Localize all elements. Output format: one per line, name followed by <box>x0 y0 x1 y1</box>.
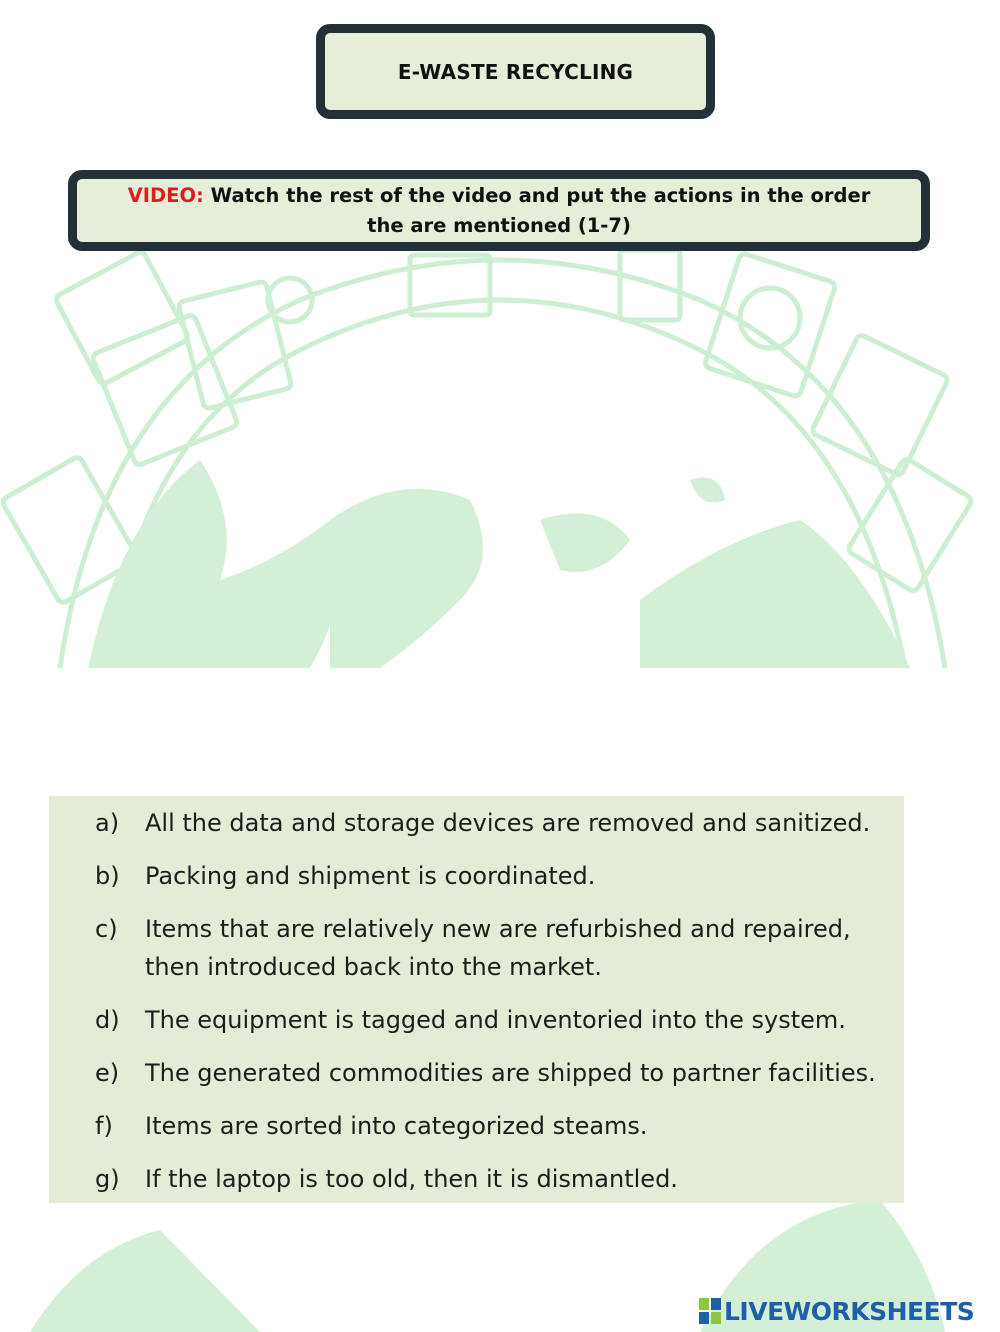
item-text: If the laptop is too old, then it is dismantled. <box>145 1165 678 1193</box>
item-label: a) <box>95 809 120 837</box>
list-item <box>49 1054 904 1092</box>
instruction-box <box>68 170 930 251</box>
instruction-text: Watch the rest of the video and put the actions in the order the are mentioned (1-7) <box>210 183 871 237</box>
list-item <box>49 1160 904 1198</box>
list-item <box>49 857 904 895</box>
page-title: E-WASTE RECYCLING <box>397 59 634 84</box>
instruction <box>107 181 891 241</box>
list-item <box>49 910 904 986</box>
title-box <box>316 24 715 119</box>
item-text: All the data and storage devices are removed and sanitized. <box>145 809 871 837</box>
item-label: d) <box>95 1006 120 1034</box>
item-label: g) <box>95 1165 120 1193</box>
item-text: The equipment is tagged and inventoried into the system. <box>145 1006 846 1034</box>
item-text: Items that are relatively new are refurbished and repaired, then introduced back into the market. <box>145 915 851 981</box>
liveworksheets-logo[interactable] <box>698 1294 994 1328</box>
item-label: b) <box>95 862 120 890</box>
instruction-label: VIDEO: <box>127 183 204 207</box>
list-item <box>49 804 904 842</box>
brand-name: LIVEWORKSHEETS <box>724 1296 975 1326</box>
list-item <box>49 1107 904 1145</box>
item-label: f) <box>95 1112 113 1140</box>
item-text: Packing and shipment is coordinated. <box>145 862 596 890</box>
item-text: Items are sorted into categorized steams. <box>145 1112 648 1140</box>
item-text: The generated commodities are shipped to partner facilities. <box>145 1059 876 1087</box>
item-label: e) <box>95 1059 120 1087</box>
actions-list <box>49 796 904 1203</box>
item-label: c) <box>95 915 118 943</box>
list-item <box>49 1001 904 1039</box>
liveworksheets-icon <box>698 1297 722 1325</box>
